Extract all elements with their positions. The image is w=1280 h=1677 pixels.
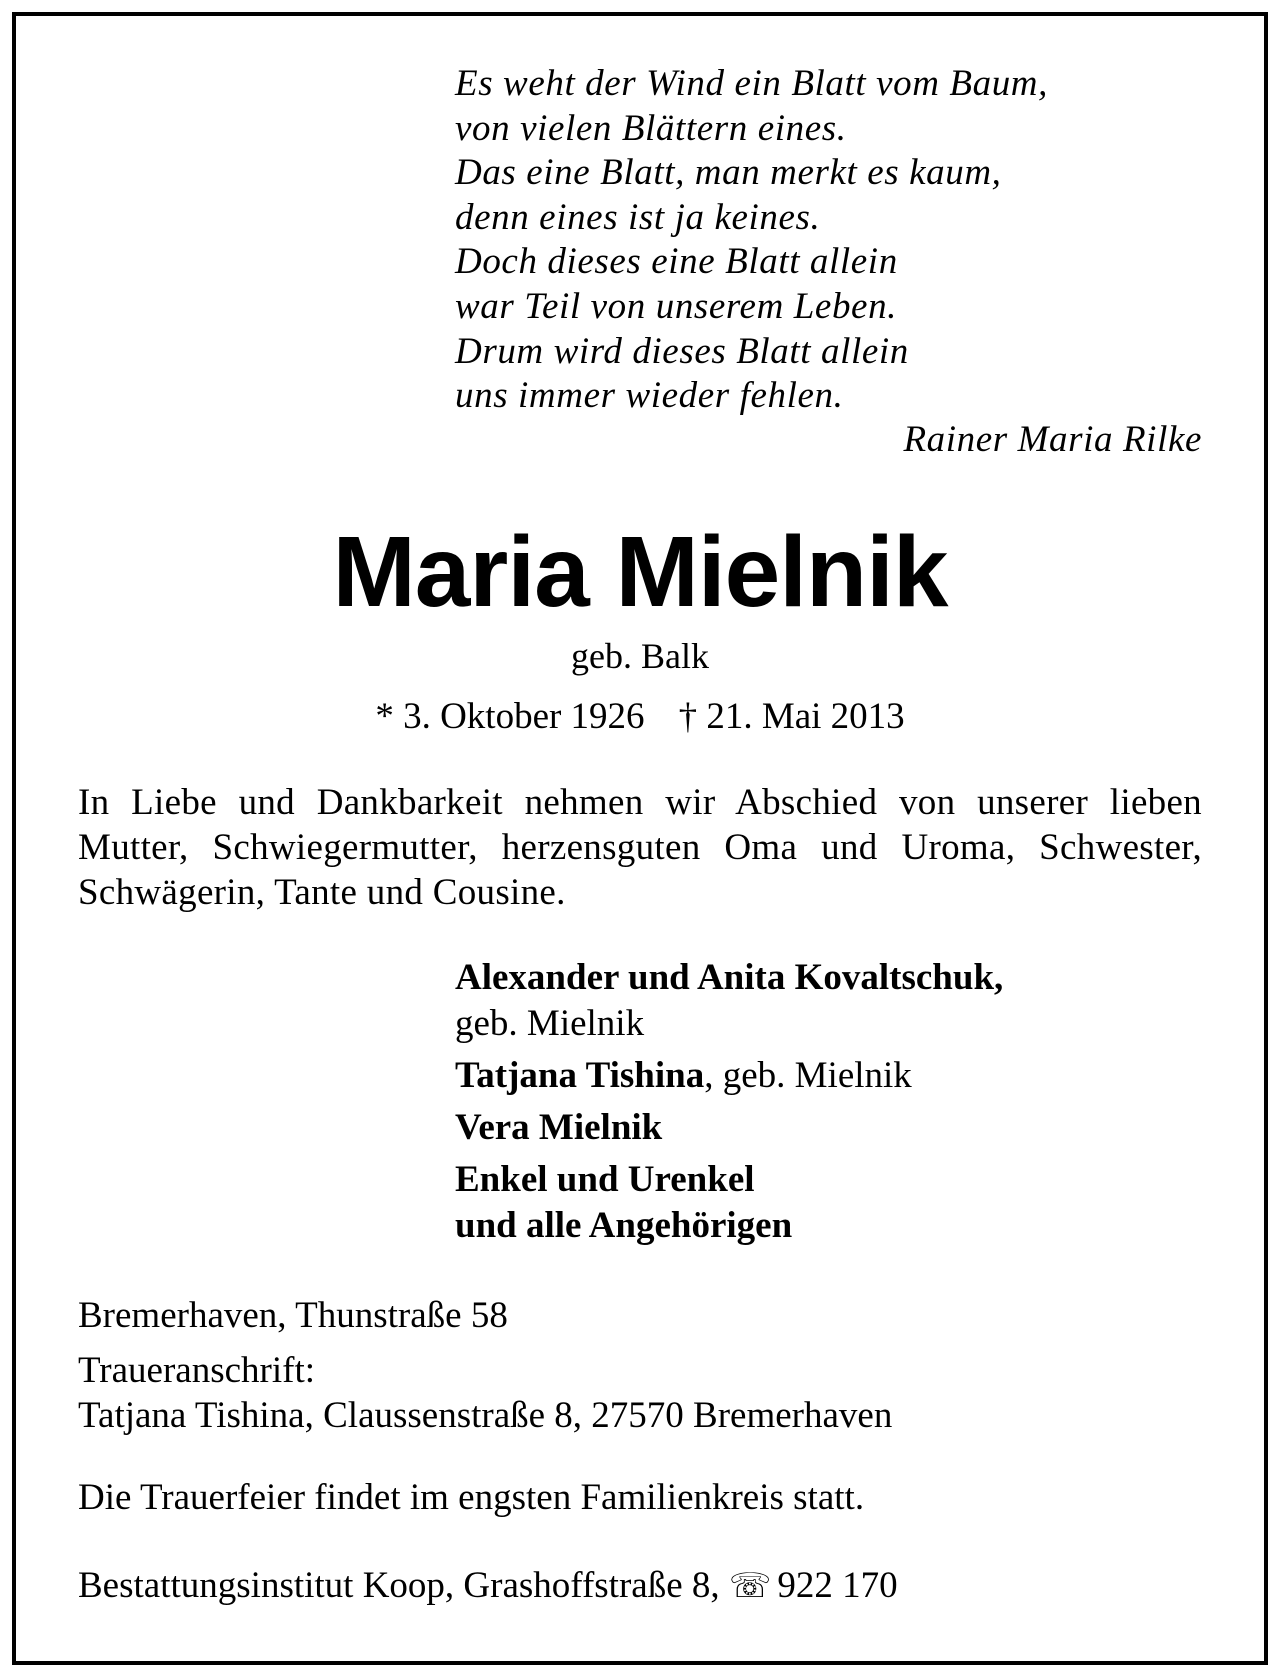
intro-text: In Liebe und Dankbarkeit nehmen wir Abschied von unserer lieben Mutter, Schwiegermutter, herzensguten Oma und Uroma, Schwester, Schwägerin, Tante und Cousine. [78,782,1202,913]
mourner-name: und alle Angehörigen [455,1205,793,1246]
poem-line: Es weht der Wind ein Blatt vom Baum, [455,63,1048,104]
poem-line: Drum wird dieses Blatt allein [455,330,909,372]
funeral-home-name: Bestattungsinstitut Koop, Grashoffstraße 8, [78,1565,720,1606]
mourner-vera [455,1105,1215,1151]
mourner-kovaltschuk [455,955,1215,1001]
poem-line: war Teil von unserem Leben. [455,285,898,327]
birth-date: * 3. Oktober 1926 [375,696,645,737]
poem-line: Das eine Blatt, man merkt es kaum, [455,152,1002,194]
mourner-birth-name: geb. Mielnik [455,1003,645,1044]
mourner-name: Tatjana Tishina [455,1055,705,1096]
mourning-address-label: Traueranschrift: [78,1350,316,1391]
mourner-name: Enkel und Urenkel [455,1159,755,1200]
phone-number: 922 170 [777,1565,898,1606]
poem-line: von vielen Blättern eines. [455,107,847,149]
home-address: Bremerhaven, Thunstraße 58 [78,1295,508,1336]
mourner-tishina [455,1053,1215,1099]
birth-name: geb. Balk [571,636,709,676]
mourners-list [455,955,1215,1249]
poem [455,62,1205,419]
mourner-grandchildren [455,1157,1215,1203]
poem-line: Doch dieses eine Blatt allein [455,241,898,283]
deceased-name: Maria Mielnik [332,516,948,628]
funeral-home [78,1563,1202,1609]
mourner-name: Vera Mielnik [455,1107,663,1148]
poem-line: uns immer wieder fehlen. [455,375,844,417]
ceremony-note: Die Trauerfeier findet im engsten Familienkreis statt. [78,1477,865,1518]
mourner-relatives [455,1203,1215,1249]
mourner-birth-name: , geb. Mielnik [704,1055,912,1096]
mourning-address: Tatjana Tishina, Claussenstraße 8, 27570 Bremerhaven [78,1395,893,1436]
death-date: † 21. Mai 2013 [678,696,905,737]
poem-author: Rainer Maria Rilke [903,419,1202,460]
mourner-name: Alexander und Anita Kovaltschuk, [455,957,1004,998]
mourning-address-block [78,1348,1202,1438]
poem-line: denn eines ist ja keines. [455,196,821,238]
life-dates [0,694,1280,740]
phone-icon: ☏ [728,1568,772,1605]
